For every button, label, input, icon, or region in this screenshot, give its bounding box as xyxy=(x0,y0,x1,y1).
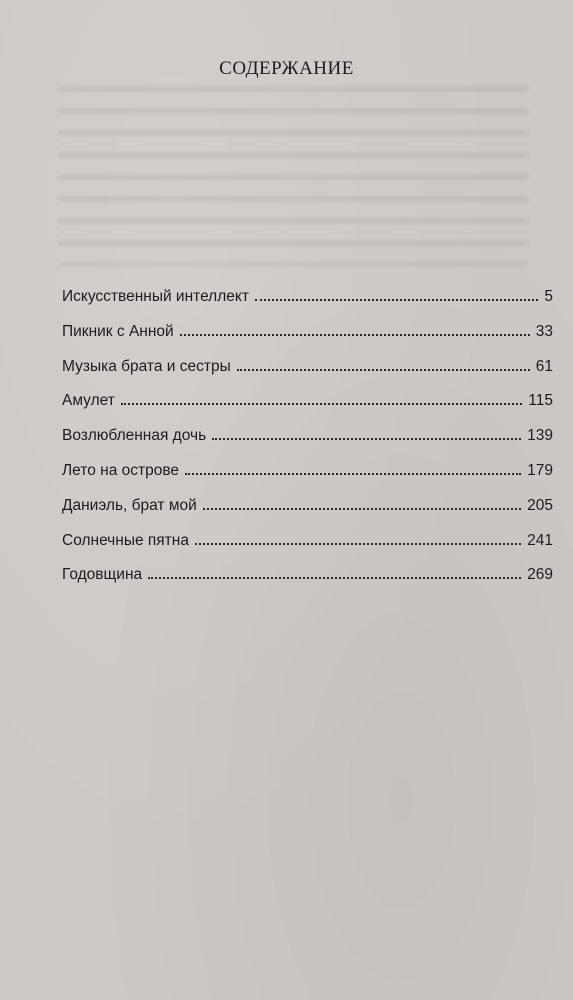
toc-leader-dots xyxy=(185,472,521,475)
toc-entry xyxy=(62,357,553,392)
toc-entry-page: 241 xyxy=(527,531,553,549)
toc-entry xyxy=(62,322,553,357)
toc-leader-dots xyxy=(212,437,521,440)
toc-entry xyxy=(62,391,553,426)
toc-entry-title: Пикник с Анной xyxy=(62,322,174,340)
toc-entry-title: Амулет xyxy=(62,392,115,410)
toc-entry-title: Годовщина xyxy=(62,566,143,584)
toc-entry-page: 269 xyxy=(527,566,553,584)
toc-leader-dots xyxy=(195,542,521,545)
toc-entry-title: Возлюбленная дочь xyxy=(62,427,207,445)
toc-entry xyxy=(62,496,553,531)
toc-entry-page: 179 xyxy=(527,461,553,479)
toc-entry xyxy=(62,461,553,496)
toc-entry xyxy=(62,531,553,566)
toc-entry-title: Солнечные пятна xyxy=(62,531,189,549)
toc-leader-dots xyxy=(237,368,530,371)
toc-leader-dots xyxy=(255,298,538,301)
toc-entry-title: Лето на острове xyxy=(62,461,180,479)
toc-entry-page: 139 xyxy=(527,427,553,445)
toc-entry-title: Даниэль, брат мой xyxy=(62,496,197,514)
toc-entry-page: 115 xyxy=(528,392,553,410)
toc-entry xyxy=(62,287,553,322)
toc-entry-page: 205 xyxy=(527,496,553,514)
toc-leader-dots xyxy=(180,333,530,336)
toc-entry xyxy=(62,426,553,461)
toc-leader-dots xyxy=(148,576,521,579)
toc-entry-title: Искусственный интеллект xyxy=(62,288,249,305)
toc-entry xyxy=(62,565,553,600)
page-heading: СОДЕРЖАНИЕ xyxy=(219,58,354,79)
toc-entry-page: 33 xyxy=(535,322,553,340)
toc-leader-dots xyxy=(121,402,522,405)
toc-leader-dots xyxy=(203,507,521,510)
toc-entry-page: 61 xyxy=(535,357,553,375)
toc-entry-page: 5 xyxy=(544,288,553,305)
show-through-texture xyxy=(58,86,528,266)
table-of-contents xyxy=(62,287,553,600)
toc-entry-title: Музыка брата и сестры xyxy=(62,357,231,375)
